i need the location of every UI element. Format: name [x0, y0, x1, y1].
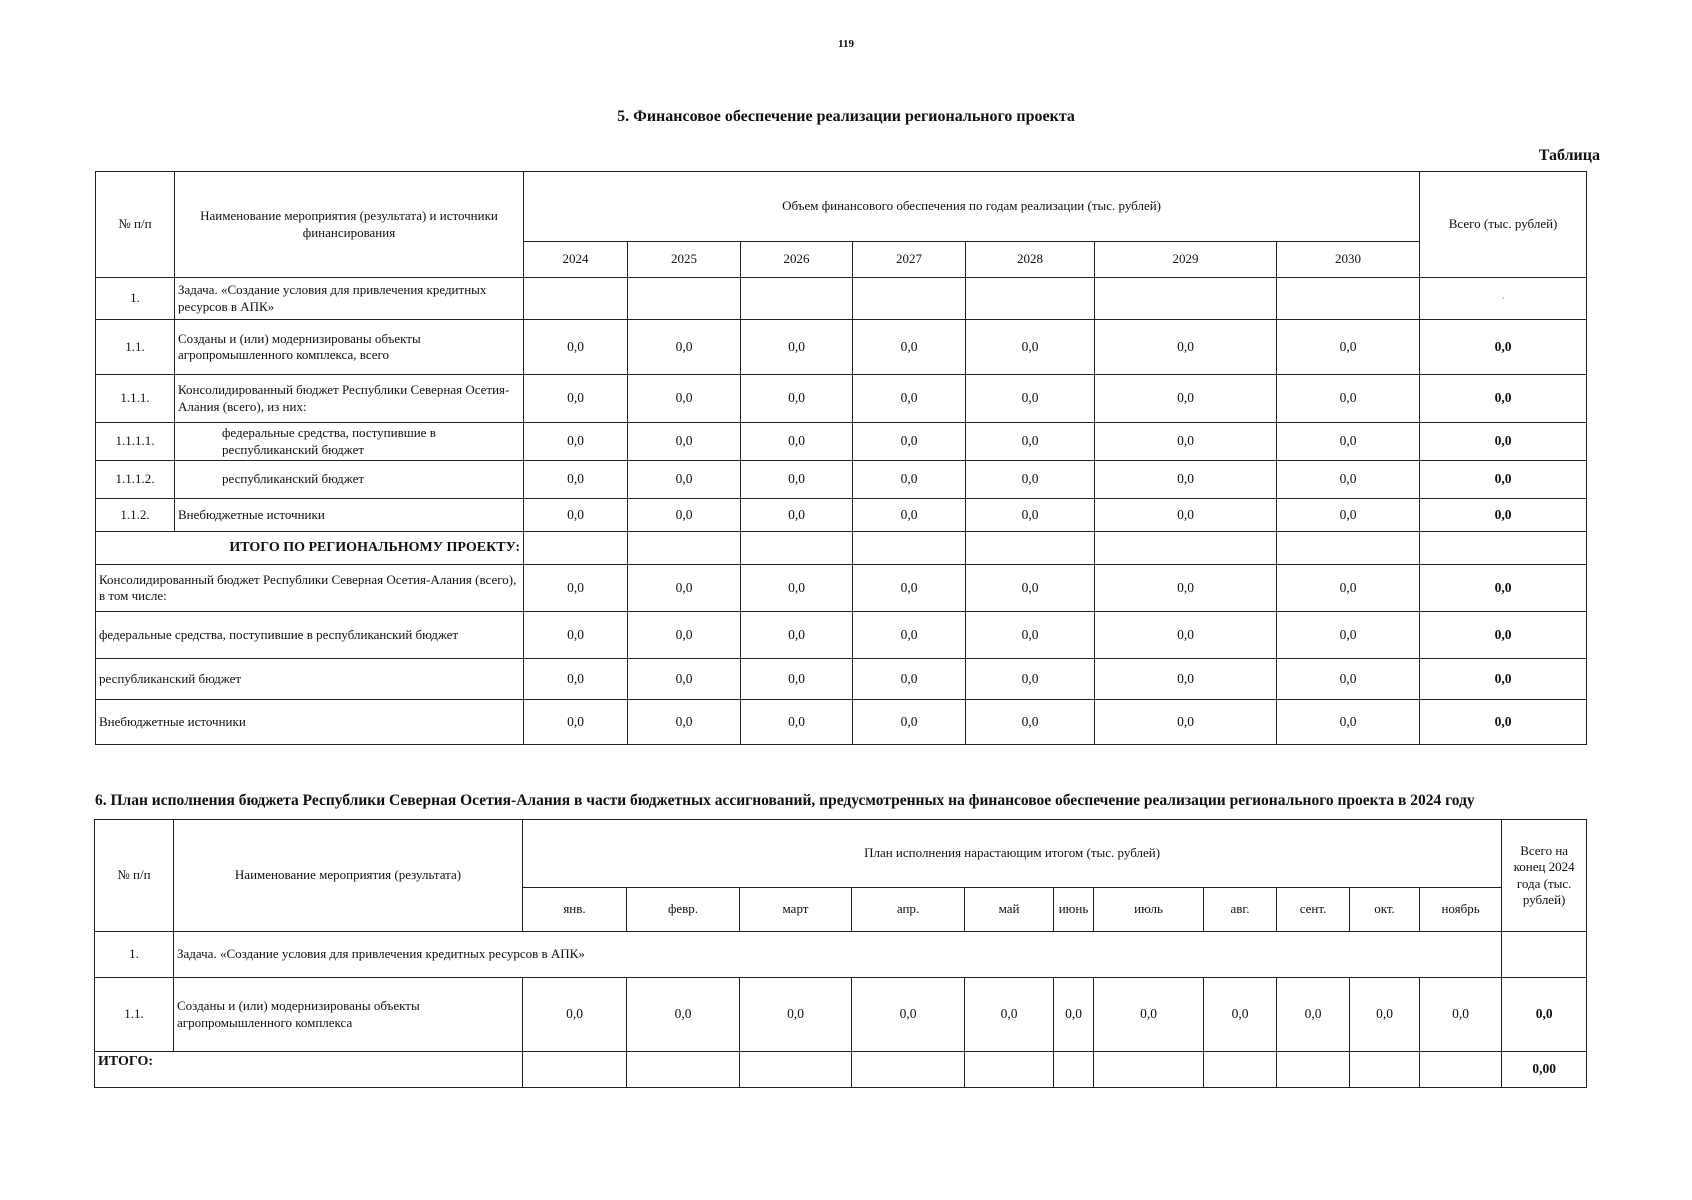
row-value: 0,0 [1095, 320, 1277, 375]
summary-row [96, 659, 1587, 700]
row-total: 0,0 [1420, 423, 1587, 461]
row-value: 0,0 [966, 461, 1095, 499]
summary-name: Консолидированный бюджет Республики Северная Осетия-Алания (всего), в том числе: [96, 565, 524, 612]
month-header: окт. [1350, 888, 1420, 932]
summary-value: 0,0 [1277, 565, 1420, 612]
summary-value: 0,0 [628, 659, 741, 700]
row-name: Внебюджетные источники [175, 499, 524, 532]
row-value: 0,0 [852, 978, 965, 1052]
row-value: 0,0 [1095, 499, 1277, 532]
table-row [96, 320, 1587, 375]
row-value: 0,0 [1204, 978, 1277, 1052]
row-value: 0,0 [1277, 423, 1420, 461]
row-value: 0,0 [1277, 375, 1420, 423]
summary-total: 0,0 [1420, 700, 1587, 745]
row-value [966, 278, 1095, 320]
row-value: 0,0 [966, 320, 1095, 375]
row-name: Созданы и (или) модернизированы объекты агропромышленного комплекса, всего [175, 320, 524, 375]
row-value [524, 278, 628, 320]
col-header-num: № п/п [96, 172, 175, 278]
row-value [628, 278, 741, 320]
row-value: 0,0 [741, 499, 853, 532]
row-value: 0,0 [523, 978, 627, 1052]
row-value: 0,0 [628, 461, 741, 499]
summary-value: 0,0 [1095, 700, 1277, 745]
row-total: 0,0 [1502, 978, 1587, 1052]
row-total: · [1420, 278, 1587, 320]
summary-name: республиканский бюджет [96, 659, 524, 700]
summary-value: 0,0 [1277, 700, 1420, 745]
summary-value: 0,0 [741, 565, 853, 612]
row-value: 0,0 [966, 423, 1095, 461]
summary-row [96, 612, 1587, 659]
row-value: 0,0 [524, 499, 628, 532]
table-label: Таблица [1538, 147, 1600, 164]
month-header: июль [1094, 888, 1204, 932]
col-header-plan: План исполнения нарастающим итогом (тыс. рублей) [523, 820, 1502, 888]
month-header: авг. [1204, 888, 1277, 932]
row-value: 0,0 [966, 499, 1095, 532]
row-name: федеральные средства, поступившие в республиканский бюджет [175, 423, 524, 461]
month-header: янв. [523, 888, 627, 932]
year-header: 2026 [741, 242, 853, 278]
summary-value: 0,0 [853, 565, 966, 612]
summary-row [96, 700, 1587, 745]
table-row [95, 978, 1587, 1052]
year-header: 2027 [853, 242, 966, 278]
row-value: 0,0 [627, 978, 740, 1052]
row-name: Консолидированный бюджет Республики Северная Осетия-Алания (всего), из них: [175, 375, 524, 423]
year-header: 2024 [524, 242, 628, 278]
row-value: 0,0 [965, 978, 1054, 1052]
row-value: 0,0 [524, 423, 628, 461]
summary-total: 0,0 [1420, 565, 1587, 612]
row-value: 0,0 [1420, 978, 1502, 1052]
table-row [96, 423, 1587, 461]
col-header-num: № п/п [95, 820, 174, 932]
summary-value: 0,0 [628, 565, 741, 612]
page-number: 119 [838, 38, 854, 50]
summary-value: 0,0 [1277, 612, 1420, 659]
month-header: февр. [627, 888, 740, 932]
col-header-name: Наименование мероприятия (результата) [174, 820, 523, 932]
row-value: 0,0 [1095, 375, 1277, 423]
summary-header-row [96, 532, 1587, 565]
table-row [96, 375, 1587, 423]
financing-table [95, 171, 1587, 745]
row-value: 0,0 [1095, 461, 1277, 499]
month-header: май [965, 888, 1054, 932]
summary-value: 0,0 [524, 659, 628, 700]
row-value: 0,0 [1095, 423, 1277, 461]
row-value [1277, 278, 1420, 320]
row-value: 0,0 [524, 320, 628, 375]
summary-value: 0,0 [1277, 659, 1420, 700]
summary-value: 0,0 [628, 700, 741, 745]
month-header: июнь [1054, 888, 1094, 932]
summary-value: 0,0 [524, 565, 628, 612]
row-name: Созданы и (или) модернизированы объекты агропромышленного комплекса [174, 978, 523, 1052]
row-num: 1. [95, 932, 174, 978]
total-row [95, 1052, 1587, 1088]
year-header: 2029 [1095, 242, 1277, 278]
table-row [95, 932, 1587, 978]
table-row [96, 499, 1587, 532]
row-total: 0,0 [1420, 461, 1587, 499]
row-total: 0,0 [1420, 499, 1587, 532]
row-value: 0,0 [1350, 978, 1420, 1052]
row-total: 0,0 [1420, 375, 1587, 423]
summary-value: 0,0 [1095, 565, 1277, 612]
summary-name: федеральные средства, поступившие в республиканский бюджет [96, 612, 524, 659]
row-num: 1. [96, 278, 175, 320]
summary-row [96, 565, 1587, 612]
row-name: республиканский бюджет [175, 461, 524, 499]
budget-plan-table [94, 819, 1587, 1088]
row-value: 0,0 [1277, 320, 1420, 375]
row-num: 1.1.1.2. [96, 461, 175, 499]
row-value: 0,0 [524, 375, 628, 423]
row-num: 1.1. [96, 320, 175, 375]
summary-value: 0,0 [741, 612, 853, 659]
row-value: 0,0 [741, 423, 853, 461]
col-header-total: Всего на конец 2024 года (тыс. рублей) [1502, 820, 1587, 932]
row-value: 0,0 [853, 499, 966, 532]
summary-value: 0,0 [853, 612, 966, 659]
summary-value: 0,0 [524, 700, 628, 745]
row-value: 0,0 [628, 499, 741, 532]
row-value [1095, 278, 1277, 320]
row-value: 0,0 [1094, 978, 1204, 1052]
row-value: 0,0 [966, 375, 1095, 423]
row-name: Задача. «Создание условия для привлечения кредитных ресурсов в АПК» [174, 932, 1502, 978]
summary-value: 0,0 [741, 659, 853, 700]
summary-value: 0,0 [853, 659, 966, 700]
row-name: Задача. «Создание условия для привлечения кредитных ресурсов в АПК» [175, 278, 524, 320]
section5-title: 5. Финансовое обеспечение реализации регионального проекта [617, 108, 1075, 125]
month-header: март [740, 888, 852, 932]
row-total: 0,0 [1420, 320, 1587, 375]
row-value: 0,0 [628, 423, 741, 461]
col-header-total: Всего (тыс. рублей) [1420, 172, 1587, 278]
summary-value: 0,0 [741, 700, 853, 745]
month-header: ноябрь [1420, 888, 1502, 932]
summary-name: Внебюджетные источники [96, 700, 524, 745]
row-value: 0,0 [1277, 499, 1420, 532]
row-value: 0,0 [741, 461, 853, 499]
row-num: 1.1. [95, 978, 174, 1052]
row-value: 0,0 [853, 320, 966, 375]
col-header-volume: Объем финансового обеспечения по годам реализации (тыс. рублей) [524, 172, 1420, 242]
row-value: 0,0 [741, 375, 853, 423]
table-row [96, 461, 1587, 499]
month-header: апр. [852, 888, 965, 932]
row-value: 0,0 [628, 375, 741, 423]
section6-title: 6. План исполнения бюджета Республики Северная Осетия-Алания в части бюджетных ассигнований, предусмотренных на финансовое обеспечение реализации регионального проекта в 2024 году [95, 792, 1475, 809]
row-num: 1.1.1. [96, 375, 175, 423]
summary-title: ИТОГО ПО РЕГИОНАЛЬНОМУ ПРОЕКТУ: [96, 532, 524, 565]
table-row [96, 278, 1587, 320]
row-value: 0,0 [853, 423, 966, 461]
month-header: сент. [1277, 888, 1350, 932]
row-value: 0,0 [741, 320, 853, 375]
summary-total: 0,0 [1420, 612, 1587, 659]
summary-value: 0,0 [853, 700, 966, 745]
year-header: 2030 [1277, 242, 1420, 278]
year-header: 2028 [966, 242, 1095, 278]
row-value: 0,0 [853, 461, 966, 499]
row-value: 0,0 [524, 461, 628, 499]
total-label: ИТОГО: [95, 1052, 523, 1088]
year-header: 2025 [628, 242, 741, 278]
summary-value: 0,0 [966, 565, 1095, 612]
summary-value: 0,0 [966, 659, 1095, 700]
row-value: 0,0 [1054, 978, 1094, 1052]
row-value: 0,0 [1277, 978, 1350, 1052]
grand-total: 0,00 [1502, 1052, 1587, 1088]
row-value: 0,0 [740, 978, 852, 1052]
summary-total: 0,0 [1420, 659, 1587, 700]
summary-value: 0,0 [1095, 659, 1277, 700]
summary-value: 0,0 [1095, 612, 1277, 659]
summary-value: 0,0 [524, 612, 628, 659]
row-value: 0,0 [628, 320, 741, 375]
row-value [853, 278, 966, 320]
row-num: 1.1.1.1. [96, 423, 175, 461]
col-header-name: Наименование мероприятия (результата) и источники финансирования [175, 172, 524, 278]
summary-value: 0,0 [966, 612, 1095, 659]
row-value [741, 278, 853, 320]
summary-value: 0,0 [628, 612, 741, 659]
row-value: 0,0 [853, 375, 966, 423]
row-value: 0,0 [1277, 461, 1420, 499]
row-num: 1.1.2. [96, 499, 175, 532]
summary-value: 0,0 [966, 700, 1095, 745]
